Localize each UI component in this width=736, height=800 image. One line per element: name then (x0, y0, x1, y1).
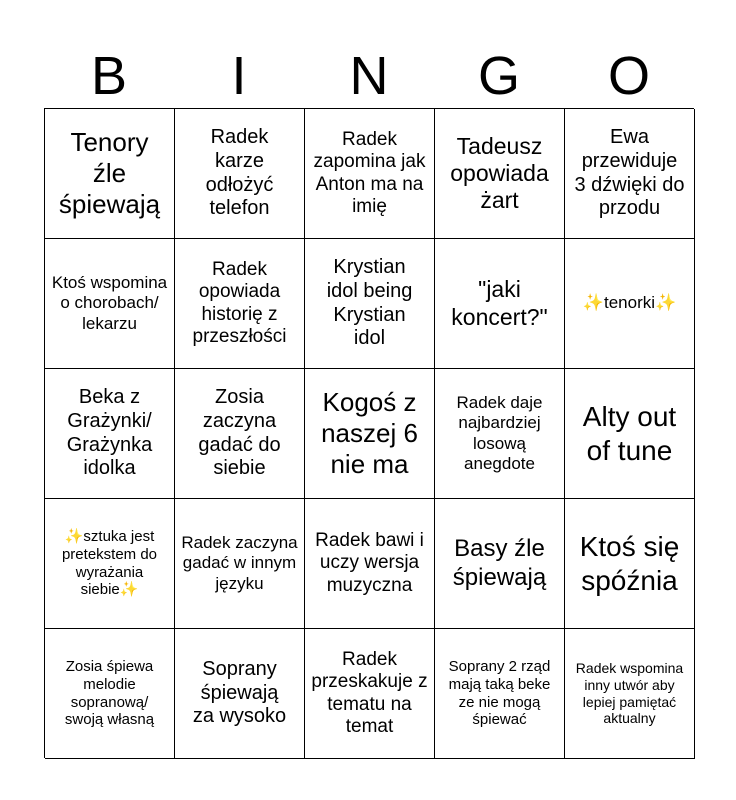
bingo-cell[interactable] (175, 239, 305, 369)
cell-text: Tadeusz opowiada żart (450, 132, 549, 214)
bingo-cell[interactable] (565, 629, 695, 759)
bingo-cell[interactable] (435, 239, 565, 369)
header-letter-g: G (477, 46, 520, 106)
bingo-cell[interactable] (45, 239, 175, 369)
bingo-cell[interactable] (305, 109, 435, 239)
cell-text: Radek zapomina jak Anton ma na imię (313, 128, 426, 217)
cell-text: Radek wspomina inny utwór aby lepiej pamiętać aktualny (575, 660, 684, 727)
bingo-cell[interactable] (435, 629, 565, 759)
cell-text: Ewa przewiduje 3 dźwięki do przodu (574, 126, 685, 220)
cell-text: Radek zaczyna gadać w innym języku (181, 533, 298, 593)
bingo-cell[interactable] (305, 499, 435, 629)
bingo-cell[interactable] (565, 499, 695, 629)
header-letter-n: N (349, 46, 389, 106)
cell-text: Zosia śpiewa melodie sopranową/ swoją własną (64, 658, 155, 729)
bingo-cell[interactable] (45, 499, 175, 629)
cell-text: Ktoś się spóźnia (579, 531, 680, 596)
bingo-cell[interactable] (435, 499, 565, 629)
cell-text: ✨sztuka jest pretekstem do wyrażania siebie✨ (61, 528, 158, 599)
cell-text: Radek opowiada historię z przeszłości (192, 258, 287, 347)
bingo-cell[interactable] (305, 629, 435, 759)
cell-text: "jaki koncert?" (451, 276, 548, 330)
header-letter-o: O (607, 46, 650, 106)
cell-text: Alty out of tune (582, 401, 677, 466)
cell-text: Tenory źle śpiewają (58, 127, 161, 219)
bingo-cell[interactable] (435, 369, 565, 499)
bingo-cell[interactable] (45, 109, 175, 239)
cell-text: Beka z Grażynki/ Grażynka idolka (66, 386, 153, 480)
bingo-cell[interactable] (175, 499, 305, 629)
cell-text: Radek bawi i uczy wersja muzyczna (315, 529, 424, 596)
bingo-cell[interactable] (305, 239, 435, 369)
bingo-cell[interactable] (565, 109, 695, 239)
bingo-cell[interactable] (45, 629, 175, 759)
cell-text: Krystian idol being Krystian idol (326, 256, 413, 350)
cell-text: Soprany 2 rząd mają taką beke ze nie mogą śpiewać (448, 658, 551, 729)
bingo-cell[interactable] (175, 369, 305, 499)
cell-text: Ktoś wspomina o chorobach/ lekarzu (51, 273, 168, 333)
bingo-cell[interactable] (565, 369, 695, 499)
cell-text: Zosia zaczyna gadać do siebie (198, 386, 281, 480)
cell-text: Soprany śpiewają za wysoko (192, 658, 287, 728)
header-letter-b: B (90, 46, 128, 106)
bingo-cell[interactable] (435, 109, 565, 239)
bingo-grid (44, 108, 694, 758)
header-letter-i: I (231, 46, 247, 106)
bingo-cell[interactable] (45, 369, 175, 499)
bingo-cell[interactable] (565, 239, 695, 369)
cell-text: Radek przeskakuje z tematu na temat (311, 648, 428, 737)
bingo-cell[interactable] (305, 369, 435, 499)
cell-text: Radek daje najbardziej losową anegdote (456, 393, 543, 473)
bingo-cell[interactable] (175, 109, 305, 239)
cell-text: Basy źle śpiewają (452, 535, 547, 591)
bingo-header (44, 46, 694, 106)
cell-text: Radek karze odłożyć telefon (205, 126, 274, 220)
cell-text: ✨tenorki✨ (582, 293, 677, 313)
cell-text: Kogoś z naszej 6 nie ma (321, 387, 418, 479)
bingo-cell[interactable] (175, 629, 305, 759)
